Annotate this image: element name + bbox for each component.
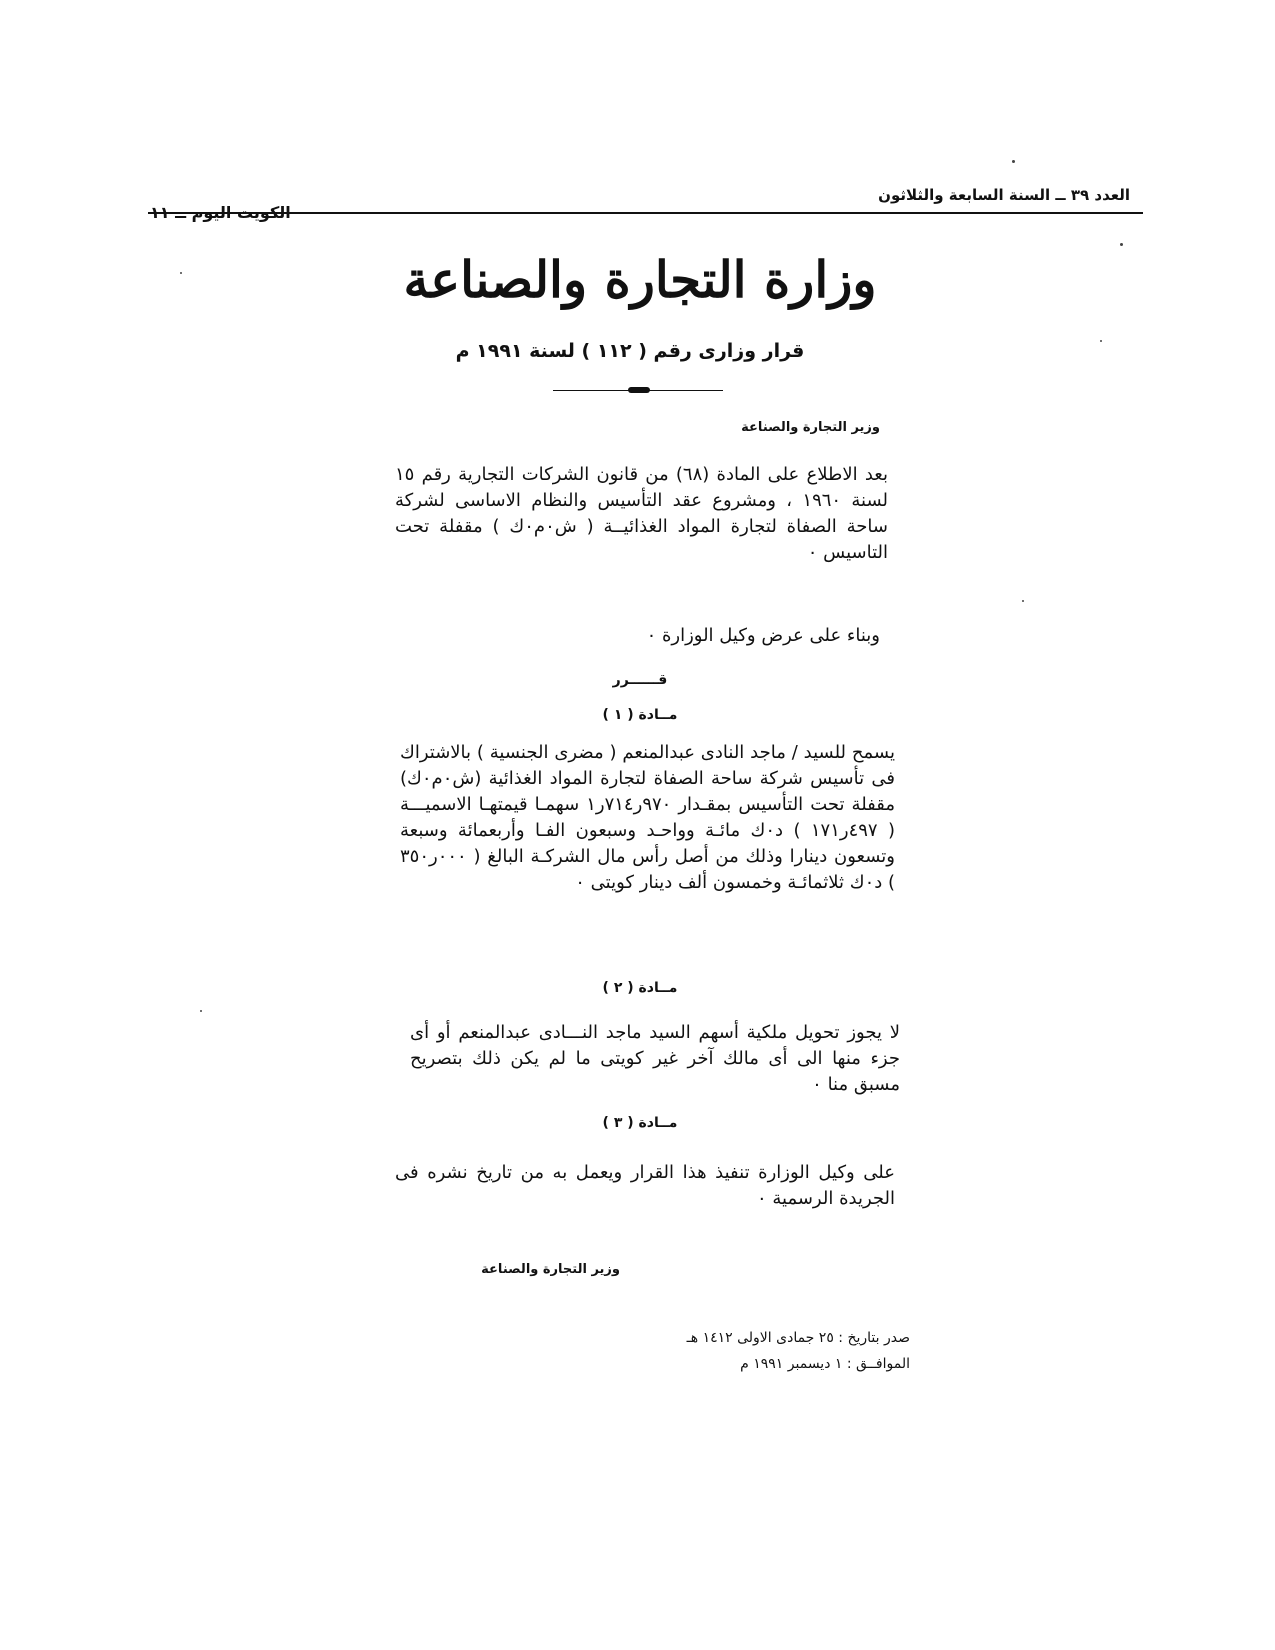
scan-speck (200, 1010, 202, 1012)
issued-gregorian: الموافــق : ١ ديسمبر ١٩٩١ م (740, 1356, 910, 1372)
gazette-page: الكويت اليوم ــ ١١ (150, 203, 291, 222)
preamble-paragraph: بعد الاطلاع على المادة (٦٨) من قانون الشركات التجارية رقم ١٥ لسنة ١٩٦٠ ، ومشروع عقد التأسيس والنظام الاساسى لشركة ساحة الصفاة لتجارة المواد الغذائيــة ( ش٠م٠ك ) مقفلة تحت التاسيس ٠ (395, 464, 889, 563)
issue-dates (580, 1325, 910, 1377)
header-rule (148, 212, 1143, 214)
decides-heading: قــــــرر (612, 672, 668, 688)
scan-speck (180, 272, 182, 274)
issue-number: العدد ٣٩ ــ السنة السابعة والثلاثون (878, 186, 1130, 204)
article-3-text: على وكيل الوزارة تنفيذ هذا القرار ويعمل به من تاريخ نشره فى الجريدة الرسمية ٠ (395, 1162, 895, 1209)
article-2-heading: مــادة ( ٢ ) (602, 980, 678, 996)
ornament-dot (628, 387, 650, 393)
minister-heading: وزير التجارة والصناعة (741, 420, 880, 435)
scan-speck (1100, 340, 1102, 342)
scan-speck (1120, 243, 1123, 246)
article-2-text: لا يجوز تحويل ملكية أسهم السيد ماجد النـــادى عبدالمنعم أو أى جزء منها الى أى مالك آخر غير كويتى ما لم يكن ذلك بتصريح مسبق منا ٠ (410, 1022, 900, 1095)
article-3-heading: مــادة ( ٣ ) (602, 1115, 678, 1131)
article-1-text: يسمح للسيد / ماجد النادى عبدالمنعم ( مضرى الجنسية ) بالاشتراك فى تأسيس شركة ساحة الصفاة لتجارة المواد الغذائية (ش٠م٠ك) مقفلة تحت التأسيس بمقـدار ٩٧٠ر٧١٤ر١ سهمـا قيمتهـا الاسميـــة ( ٤٩٧ر١٧١ ) د٠ك مائـة وواحـد وسبعون الفـا وأربعمائة وسبعة وتسعون دينارا وذلك من أصل رأس مال الشركـة البالغ ( ٠٠٠ر٣٥٠ ) د٠ك ثلاثمائـة وخمسون ألف دينار كويتى ٠ (400, 742, 896, 893)
proposal-paragraph: وبناء على عرض وكيل الوزارة ٠ (646, 625, 880, 646)
issued-hijri: صدر بتاريخ : ٢٥ جمادى الاولى ١٤١٢ هـ (686, 1330, 910, 1346)
ministry-title: وزارة التجارة والصناعة (403, 250, 877, 309)
article-1-heading: مــادة ( ١ ) (602, 707, 678, 723)
scan-speck (1012, 160, 1015, 163)
signature-minister: وزير التجارة والصناعة (481, 1262, 620, 1277)
decree-title: قرار وزارى رقم ( ١١٢ ) لسنة ١٩٩١ م (455, 340, 805, 362)
scan-speck (1022, 600, 1024, 602)
